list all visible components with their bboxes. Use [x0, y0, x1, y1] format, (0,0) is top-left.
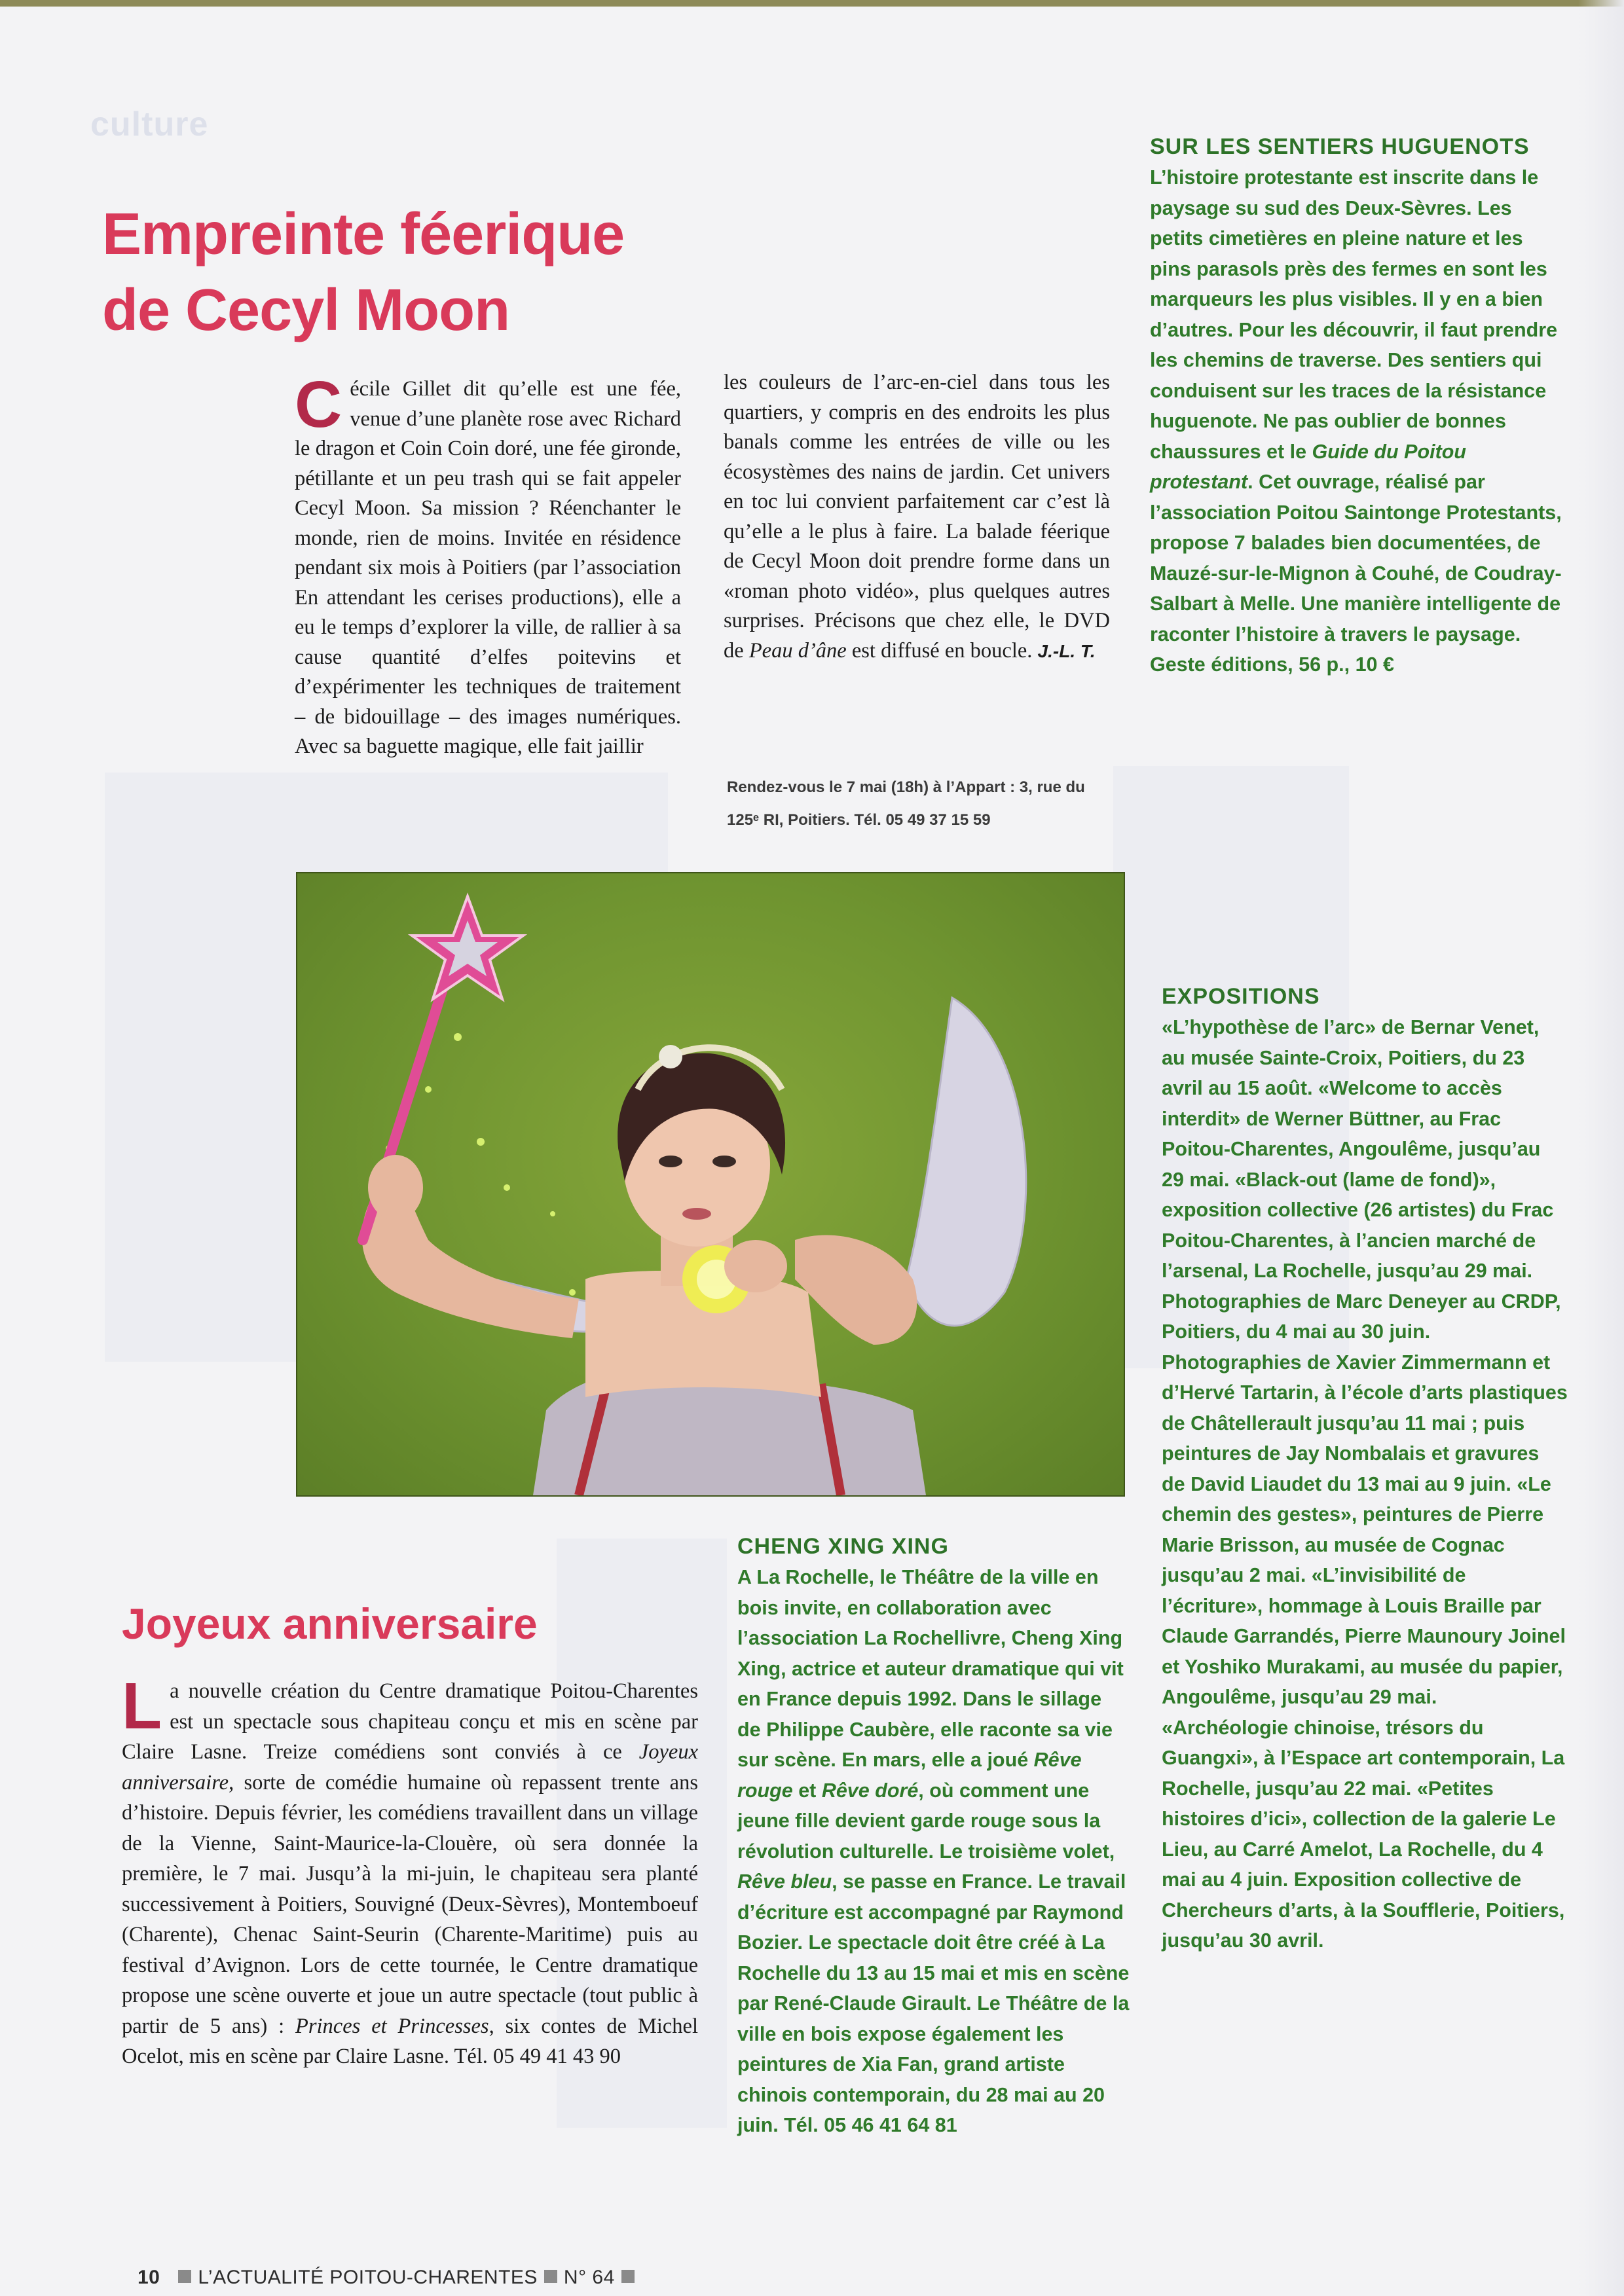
sidebar-text: A La Rochelle, le Théâtre de la ville en bois invite, en collaboration avec l’association La Rochellivre, Cheng Xing Xing, actrice et auteur dramatique qui vit en France depuis 1992. Dans le sillage de Philippe Caubère, elle raconte sa vie sur scène. En mars, elle a joué [737, 1566, 1124, 1771]
sidebar-title: CHENG XING XING [737, 1534, 949, 1559]
work-title: Rêve rouge [737, 1749, 1082, 1802]
magazine-name: L’ACTUALITÉ POITOU-CHARENTES [198, 2267, 538, 2288]
angel-wing [906, 998, 1026, 1326]
drop-cap: C [295, 368, 342, 441]
sidebar-title: SUR LES SENTIERS HUGUENOTS [1150, 134, 1530, 159]
work-title: Peau d’âne [748, 638, 847, 663]
top-rule [0, 0, 1624, 7]
fairy-photo [296, 872, 1125, 1497]
square-bullet-icon [178, 2270, 191, 2283]
sidebar-cheng [737, 1531, 1130, 2141]
article-title-line2: de Cecyl Moon [102, 278, 510, 343]
sidebar-body [737, 1562, 1130, 2141]
event-info: Rendez-vous le 7 mai (18h) à l’Appart : 3, rue du 125ᵉ RI, Poitiers. Tél. 05 49 37 15 59 [727, 778, 1085, 829]
anniversary-text [122, 1669, 698, 2072]
page-edge-shadow [1578, 0, 1624, 2296]
fairy-illustration [297, 873, 1124, 1495]
sidebar-title: EXPOSITIONS [1162, 984, 1320, 1009]
sidebar-text: . Cet ouvrage, réalisé par l’association Poitou Saintonge Protestants, propose 7 balades bien documentées, de Mauzé-sur-le-Mignon à Couhé, de Coudray-Salbart à Melle. Une manière intelligente de raconter l’histoire à travers le paysage. [1150, 471, 1562, 646]
work-title: Joyeux anniversaire [122, 1740, 698, 1795]
sidebar-expositions [1162, 981, 1568, 1956]
article-text: a nouvelle création du Centre dramatique Poitou-Charentes est un spectacle sous chapiteau conçu et mis en scène par Claire Lasne. Treize comédiens sont conviés à ce [122, 1679, 698, 1764]
article-column-1 [295, 368, 681, 762]
square-bullet-icon [621, 2270, 635, 2283]
author-signature: J.-L. T. [1037, 640, 1096, 661]
sidebar-text: L’histoire protestante est inscrite dans le paysage su sud des Deux-Sèvres. Les petits cimetières en pleine nature et les pins parasols près des fermes en sont les marqueurs les plus visibles. Il y en a bien d’autres. Pour les découvrir, il faut prendre les chemins de traverse. Des sentiers qui conduisent sur les traces de la résistance huguenote. Ne pas oublier de bonnes chaussures et le [1150, 166, 1558, 463]
article-text: , six contes de Michel Ocelot, mis en scène par Claire Lasne. Tél. 05 49 41 43 90 [122, 2014, 698, 2068]
page-number: 10 [138, 2267, 160, 2288]
work-title: Princes et Princesses [295, 2014, 489, 2038]
sidebar-text: , se passe en France. Le travail d’écriture est accompagné par Raymond Bozier. Le spectacle doit être créé à La Rochelle du 13 au 15 mai et mis en scène par René-Claude Girault. Le Théâtre de la ville en bois expose également les peintures de Xia Fan, grand artiste chinois contemporain, du 28 mai au 20 juin. Tél. 05 46 41 64 81 [737, 1870, 1130, 2136]
show-through-section-label: culture [90, 105, 209, 143]
work-title: Rêve doré [821, 1779, 919, 1802]
article-text: , sorte de comédie humaine où repassent trente ans d’histoire. Depuis février, les comédiens travaillent dans un village de la Vienne, Saint-Maurice-la-Clouère, où sera donnée la première, le 7 mai. Jusqu’à la mi-juin, le chapiteau sera planté successivement à Poitiers, Souvigné (Deux-Sèvres), Montemboeuf (Charente), Chenac Saint-Seurin (Charente-Maritime) puis au festival d’Avignon. Lors de cette tournée, le Centre dramatique propose une scène ouverte et joue un autre spectacle (tout public à partir de 5 ans) : [122, 1770, 698, 2038]
publisher-info: Geste éditions, 56 p., 10 € [1150, 653, 1394, 676]
page-footer [138, 2267, 641, 2289]
article-title [102, 196, 790, 348]
square-bullet-icon [544, 2270, 557, 2283]
sidebar-body [1150, 162, 1562, 680]
book-title: Guide du Poitou protestant [1150, 440, 1467, 493]
sidebar-body: «L’hypothèse de l’arc» de Bernar Venet, au musée Sainte-Croix, Poitiers, du 23 avril au 15 août. «Welcome to accès interdit» de Werner Büttner, au Frac Poitou-Charentes, Angoulême, jusqu’au 29 mai. «Black-out (lame de fond)», exposition collective (26 artistes) du Frac Poitou-Charentes, à l’ancien marché de l’arsenal, La Rochelle, jusqu’au 29 mai. Photographies de Marc Deneyer au CRDP, Poitiers, du 4 mai au 30 juin. Photographies de Xavier Zimmermann et d’Hervé Tartarin, à l’école d’arts plastiques de Châtellerault jusqu’au 11 mai ; puis peintures de Jay Nombalais et gravures de David Liaudet du 13 mai au 9 juin. «Le chemin des gestes», peintures de Pierre Marie Brisson, au musée de Cognac jusqu’au 2 mai. «L’invisibilité de l’écriture», hommage à Louis Braille par Claude Garrandés, Pierre Maunoury Joinel et Yoshiko Murakami, au musée du papier, Angoulême, jusqu’au 29 mai. «Archéologie chinoise, trésors du Guangxi», à l’Espace art contemporain, La Rochelle, jusqu’au 22 mai. «Petites histoires d’ici», collection de la galerie Le Lieu, au Carré Amelot, La Rochelle, du 4 mai au 4 juin. Exposition collective de Chercheurs d’arts, à la Soufflerie, Poitiers, jusqu’au 30 avril. [1162, 1016, 1568, 1952]
sidebar-text: et [792, 1779, 822, 1802]
sidebar-text: , où comment une jeune fille devient garde rouge sous la révolution culturelle. Le troisième volet, [737, 1779, 1115, 1863]
work-title: Rêve bleu [737, 1870, 832, 1893]
drop-cap: L [122, 1669, 162, 1743]
arm [795, 1235, 917, 1345]
article-text: est diffusé en boucle. [846, 638, 1038, 663]
article-column-2 [724, 368, 1110, 666]
article-text: écile Gillet dit qu’elle est une fée, venue d’une planète rose avec Richard le dragon et Coin Coin doré, une fée gironde, pétillante et un peu trash qui se fait appeler Cecyl Moon. Sa mission ? Réenchanter le monde, rien de moins. Invitée en résidence pendant six mois à Poitiers (par l’association En attendant les cerises productions), elle a eu le temps d’explorer la ville, de rallier à sa cause quantité d’elfes poitevins et d’expérimenter les techniques de traitement – de bidouillage – des images numériques. Avec sa baguette magique, elle fait jaillir [295, 377, 681, 758]
issue-number: N° 64 [563, 2267, 615, 2288]
anniversary-title: Joyeux anniversaire [122, 1599, 538, 1648]
sidebar-huguenots [1150, 131, 1562, 680]
article-text: les couleurs de l’arc-en-ciel dans tous les quartiers, y compris en des endroits les plus banals comme les entrées de ville ou les écosystèmes des nains de jardin. Cet univers en toc lui convient parfaitement car c’est là qu’elle a le plus à faire. La balade féerique de Cecyl Moon doit prendre forme dans un «roman photo vidéo», plus quelques autres surprises. Précisons que chez elle, le DVD de [724, 371, 1110, 663]
article-title-line1: Empreinte féerique [102, 202, 625, 267]
